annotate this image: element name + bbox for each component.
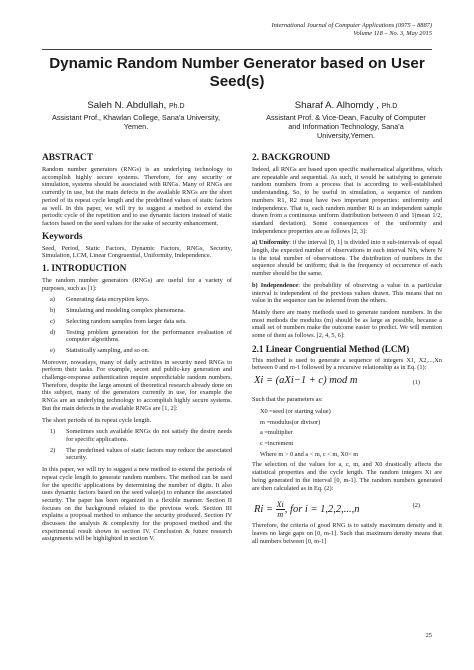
background-heading: 2. BACKGROUND	[252, 153, 331, 163]
parameter-constraint: Where m > 0 and a < m, c < m, X0< m	[260, 450, 359, 458]
list-item-text: The predefined values of static factors may reduce the associated security.	[66, 446, 232, 462]
list-item	[42, 296, 232, 304]
independence-text: : the probability of observing a value in a particular interval is independent of the previous values drawn. This means that no value in the sequence can be inferred from the others.	[252, 281, 442, 305]
author-affiliation: and Information Technology, Sana'a	[288, 122, 404, 131]
uses-list	[42, 296, 232, 354]
author-1	[38, 100, 234, 131]
list-item	[42, 347, 232, 355]
abstract-text: Random number generators (RNGs) is an underlying technology to accomplish highly secure systems. Therefore, for any security or simulation, systems should be associated with RNGs. Many of RNGs are currently in use, but the main defects in the available RNGs are the short period of its repeat cycle length and the predefined values of static factors as well. In this paper, we will try to suggest a method to extend the periodic cycle of the repetition and to use dynamic factors instead of static factors based on the seed values for the sake of security enhancement.	[42, 166, 232, 227]
independence-label: b) Independence	[252, 281, 299, 289]
list-marker: c)	[50, 317, 55, 325]
author-2	[248, 100, 444, 140]
journal-header	[271, 22, 432, 38]
paper-title: Dynamic Random Number Generator based on User Seed(s)	[49, 55, 425, 90]
list-item	[42, 447, 232, 462]
intro-paragraph: Moreover, nowadays, many of daily activities in security need RNGs to perform their tasks. For example, secret and public-key generation and challenge-response authentication require unpredictable random numbers. Therefore, despite the large amount of theoretical research already done on this subject, many of the generators currently in use, for example the RNGs are an underlying technology to accomplish highly secure systems. But the main defects in the available RNGs are [1, 2]:	[42, 358, 232, 412]
author-name: Saleh N. Abdullah,	[87, 100, 167, 111]
intro-heading: 1. INTRODUCTION	[42, 264, 127, 275]
intro-paragraph: The random number generators (RNGs) are useful for a variety of purposes, such as [1]:	[42, 277, 232, 292]
list-item-text: Statistically sampling, and so on.	[66, 346, 150, 354]
lcm-paragraph: The selection of the values for a, c, m, and X0 drastically affects the statistical properties and the cycle length. The random integers Xi are being generated in the interval [0, m-1]. The random numbers generated are then calculated as in Eq. (2):	[252, 461, 442, 492]
lcm-paragraph: Therefore, the criteria of good RNG is to satisfy maximum density and it leaves no large gaps on [0, m-1]. Such that maximum density means that all numbers between [0, m-1]	[252, 522, 442, 545]
equation-2-lhs: Ri =	[254, 504, 276, 516]
independence-paragraph	[252, 282, 442, 305]
parameter-item: c =increment	[260, 439, 294, 447]
list-item-text: Selecting random samples from larger data sets.	[66, 317, 187, 325]
equation-1-expression: Xi = (aXi−1 + c) mod m	[254, 375, 358, 387]
header-rule	[42, 49, 432, 50]
uniformity-paragraph	[252, 239, 442, 278]
keywords-text: Seed, Period, Static Factors, Dynamic Factors, RNGs, Security, Simulation, LCM, Linear Congruential, Uniformity, Independence.	[42, 244, 232, 260]
list-marker: a)	[50, 296, 55, 304]
intro-paragraph: The short periods of its repeat cycle length.	[42, 416, 152, 424]
author-affiliation: Assistant Prof., Khawlan College, Sana'a University,	[52, 113, 220, 122]
list-item-text: Generating data encryption keys.	[66, 296, 150, 304]
author-degree: Ph.D	[381, 103, 398, 110]
equation-2-numerator: Xi	[276, 500, 284, 510]
list-item-text: Testing problem generation for the performance evaluation of computer algorithms.	[66, 328, 232, 344]
list-marker: 2)	[50, 446, 56, 454]
lcm-paragraph: This method is used to generate a sequence of integers X1, X2,...,Xn between 0 and m-1 followed by a recursive relationship as in Eq. (1):	[252, 356, 442, 372]
uniformity-text: : if the interval [0, 1] is divided into n sub-intervals of equal length, the expected number of observations in each interval N/n, where N is the total number of observations. The distribution of numbers in the sequence should be uniform; that is the frequency of occurrence of each number should be the same.	[252, 239, 442, 278]
intro-paragraph: In this paper, we will try to suggest a new method to extend the periods of repeat cycle length to generate random numbers. The method can be used for the specific applications by determining the number of digits. It also uses dynamic factors based on the seed value(s) to enhance the associated security. The paper has been organized in a flexible manner. Section II focuses on the background related to the previous work. Section III explains a proposal method to enhance the security produced. Section IV discusses the analysis & complexity for the proposed method and the experimental result shown in section IV. Conclusion & future research assignments will be highlighted in section V.	[42, 466, 232, 543]
journal-volume: Volume 118 – No. 3, May 2015	[353, 30, 432, 37]
parameter-item: m =modulus(or divisor)	[260, 418, 321, 426]
list-item-text: Simulating and modeling complex phenomena.	[66, 307, 186, 315]
parameter-list	[252, 408, 442, 459]
equation-2-number: (2)	[412, 502, 420, 510]
list-marker: e)	[50, 346, 55, 354]
equation-2-condition: , for i = 1,2,2,...,n	[284, 504, 360, 516]
equation-1-number: (1)	[412, 379, 420, 387]
author-affiliation: Yemen.	[123, 122, 149, 131]
lcm-such: Such that the parameters as:	[252, 396, 323, 404]
author-affiliation: Assistant Prof. & Vice-Dean, Faculty of Computer	[266, 113, 426, 122]
equation-2-expression	[254, 500, 360, 519]
lcm-heading: 2.1 Linear Congruential Method (LCM)	[252, 343, 410, 354]
equation-2-denominator: m	[277, 510, 284, 520]
parameter-item: X0 =seed (or starting value)	[260, 407, 331, 415]
equation-2-fraction	[276, 500, 285, 519]
list-item	[42, 318, 232, 326]
list-item	[42, 307, 232, 315]
parameter-item: a =multiplier	[260, 429, 293, 437]
journal-name: International Journal of Computer Applications (0975 – 8887)	[271, 22, 432, 29]
uniformity-label: a) Uniformity	[252, 239, 290, 247]
list-item-text: Sometimes such available RNGs do not satisfy the desire needs for specific applications.	[66, 428, 232, 443]
defects-list	[42, 428, 232, 462]
page-number: 25	[425, 632, 432, 639]
author-degree: Ph.D	[169, 103, 185, 110]
list-marker: 1)	[50, 428, 56, 436]
equation-2	[252, 496, 442, 518]
equation-1	[252, 376, 442, 392]
author-affiliation: University,Yemen.	[317, 131, 375, 140]
background-paragraph: Mainly there are many methods used to generate random numbers. In the most methods the modulus (m) should be as large as possible, because a small set of numbers make the outcome easier to predict. We will mention some of them as follows. [2, 4, 5, 6]:	[252, 308, 442, 340]
background-paragraph: Indeed, all RNGs are based upon specific mathematical algorithms, which are repeatable and sequential. As such, it would be satisfying to generate random numbers from a process that is according to well-established understanding. So, to be useful in simulation, a sequence of random numbers R1, R2 must have two important properties: uniformity and independence. That is, each random number Ri is an independent sample drawn from a continuous uniform distribution between 0 and 1(mean 1/2, standard deviation). Some consequences of the uniformity and independence properties are as follows [2, 3]:	[252, 166, 442, 235]
author-name: Sharaf A. Alhomdy ,	[294, 100, 380, 111]
right-column	[252, 153, 442, 549]
list-marker: b)	[50, 307, 56, 315]
left-column	[42, 153, 232, 547]
keywords-heading: Keywords	[42, 231, 83, 242]
list-item	[42, 329, 232, 344]
list-item	[42, 428, 232, 443]
list-marker: d)	[50, 328, 56, 336]
abstract-heading: ABSTRACT	[42, 153, 94, 163]
